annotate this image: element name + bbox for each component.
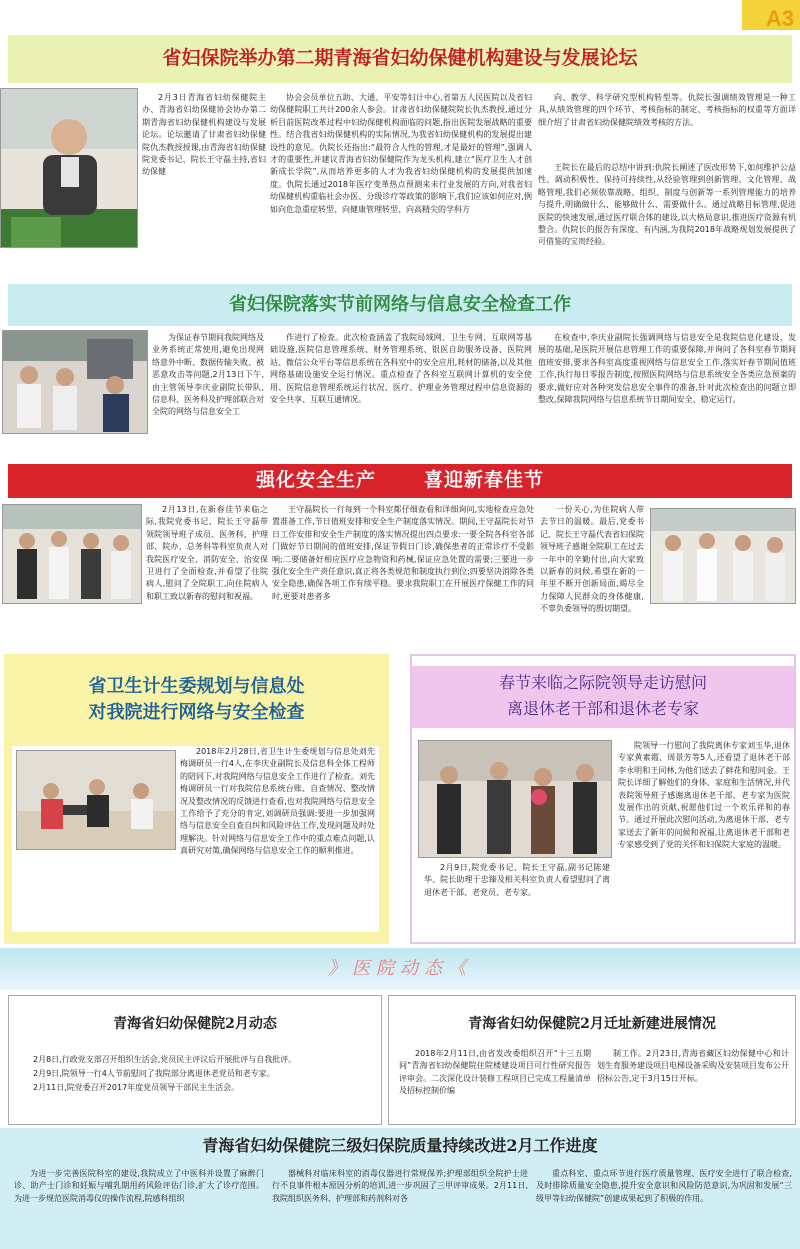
safety-col-1: 2月13日,在新春佳节来临之际,我院党委书记、院长王守磊带领院领导班子成员、医务科、护理部、院办、总务科等科室负责人对我院医疗安全、消防安全、治安保卫进行了全面检查,并看望了住院病人,慰问了全院职工,向住院病人和职工致以新春的慰问和祝福。	[146, 505, 268, 601]
forum-col-1: 2月3日青海省妇幼保健院主办、青海省妇幼保健协会协办第二期青海省妇幼保健机构建设与发展论坛。论坛邀请了甘肃省妇幼保健院仇杰教授授课,由青海省妇幼保健院党委书记、院长王守磊主持,省妇幼保健	[142, 93, 266, 177]
provincial-check-title-line-1: 省卫生计生委规划与信息处	[88, 676, 305, 697]
quality-col-3: 重点科室、重点环节进行医疗质量管理、医疗安全进行了联合检查,及时排除质量安全隐患,提升安全意识和风险防范意识,为巩固和发展“三级甲等妇幼保健院”创建成果起到了积极的作用。	[536, 1169, 792, 1203]
relocation-box	[388, 995, 796, 1125]
page-number: A3	[765, 6, 794, 31]
relocation-col-1: 2018年2月11日,由省发改委组织召开“十三五期间”青海省妇幼保健院住院楼建设项目可行性研究报告评审会。二次深化设计装修工程项目已完成工程量清单及招标控制价编	[399, 1049, 591, 1096]
provincial-check-title-line-2: 对我院进行网络与安全检查	[88, 702, 305, 724]
retirees-visit-box	[410, 654, 796, 944]
relocation-col-2: 制工作。2月23日,青海省藏区妇幼保健中心和计划生育服务建设项目电梯设备采购及安装项目发布公开招标公告,定于3月15日开标。	[597, 1049, 789, 1083]
network-inspection-photo	[2, 330, 148, 434]
provincial-check-content	[12, 746, 379, 932]
forum-speaker-photo	[0, 88, 138, 248]
forum-headline: 省妇保院举办第二期青海省妇幼保健机构建设与发展论坛	[8, 35, 792, 83]
hospital-news-section-title: 》医院动态《	[328, 958, 472, 980]
hospital-news-section-bar	[0, 948, 800, 990]
provincial-check-text-wrap	[16, 746, 375, 930]
page-header-bar	[0, 0, 800, 30]
relocation-title: 青海省妇幼保健院2月迁址新建进展情况	[468, 1016, 716, 1032]
safety-inspection-photo	[2, 504, 142, 604]
provincial-check-box	[4, 654, 389, 944]
feb-news-item: 2月11日,院党委召开2017年度党员领导干部民主生活会。	[33, 1083, 240, 1093]
forum-col-3b: 王院长在最后的总结中讲到:仇院长阐述了医改形势下,如何维护公益性、调动积极性、保持可持续性,从经验管理到创新管理、文化管理、战略管理,我们必须依靠战略、组织、制度与创新等一系列管理能力的培养与提升,明确做什么、能够做什么、需要做什么。通过战略目标管理,促进医院的快速发展,通过医疗联合体的建设,以大格局意识,推进医疗资源有机整合。仇院长的报告有深度、有内涵,为我院2018年战略规划发展提供了可借鉴的宝贵经验。	[538, 163, 796, 247]
retirees-title-line-2: 离退休老干部和退休老专家	[506, 698, 699, 718]
feb-news-box	[8, 995, 382, 1125]
quality-col-1: 为进一步完善医院科室的建设,我院成立了中医科并设置了麻醉门诊、助产士门诊和妊娠与哺乳期用药风险评估门诊,扩大了诊疗范围。为进一步规范医院消毒仪的操作流程,院感科组织	[14, 1169, 264, 1203]
quality-col-2: 器械科对临床科室的消毒仪器进行常规保养;护理部组织全院护士进行不良事件根本原因分析的培训,进一步巩固了三甲评审成果。2月11日,我院组织医务科、护理部和药剂科对各	[272, 1169, 528, 1203]
retirees-title-line-1: 春节来临之际院领导走访慰问	[498, 673, 707, 692]
feb-news-item: 2月8日,行政党支部召开组织生活会,党员民主评议后开展批评与自我批评。	[33, 1054, 297, 1064]
network-col-3: 在检查中,李庆业副院长强调网络与信息安全是我院信息化建设、发展的基础,是医院开展信息管理工作的重要保障,并询问了各科室春节期间值班安排,要求各科室高度重视网络与信息安全工作,落实好春节期间值班工作,执行每日零报告制度,按照医院网络与信息系统安全各类应急预案的要求,做好应对各种突发信息安全事件的准备,针对此次检查出的问题立即整改,保障我院网络与信息系统节日期间安全、稳定运行。	[538, 333, 796, 404]
safety-col-2: 王守磊院长一行每到一个科室都仔细查看和详细询问,实地检查应急处置准备工作,节日值班安排和安全生产制度落实情况。期间,王守磊院长对节日工作安排和安全生产制度的落实情况提出四点要求:一要全院各科室各部门做好节日期间的值班安排,保证节假日门诊,确保患者的正常诊疗不受影响;二要储备好相应医疗应急物资和药械,保证应急处置的需要;三要进一步强化安全生产责任意识,真正将各类规范和制度执行到位;四要坚决消除各类安全隐患,确保各项工作有续平稳。要求我院职工在开展医疗保健工作的同时,更要对患者多	[272, 505, 534, 601]
feb-news-list	[9, 1054, 381, 1095]
quality-improvement-box	[0, 1128, 800, 1249]
retirees-caption: 2月9日,院党委书记、院长王守磊,副书记陈建华、院长助理于忠臻及相关科室负责人看望慰问了离退休老干部、老党员、老专家。	[424, 863, 610, 897]
retirees-visit-headline	[412, 666, 794, 728]
retirees-visit-photo	[418, 740, 612, 858]
safety-headline	[8, 464, 792, 498]
forum-col-3a: 向、教学、科学研究型机构转型等。仇院长强调绩效管理是一种工具,从绩效管理的四个环节、考核指标的制定、考核指标的权重等方面详细介绍了甘肃省妇幼保健院绩效考核的方法。	[538, 93, 796, 127]
forum-col-2: 协会会员单位五助、大通、平安等妇计中心,省第五人民医院以及省妇幼保健院职工共计200余人参会。甘肃省妇幼保健院院长仇杰教授,通过分析目前医院改革过程中妇幼保健机构面临的问题,指出医院发展战略的重要性。结合我省妇幼保健机构的实际情况,为我省妇幼保健机构的发展提出建设性的意见。仇院长还指出:“最符合人性的管理,才是最好的管理”,强调人才的重要性,并建议青海省妇幼保健院作为龙头机构,建立“医疗卫生人才创新成长学院”,从而培养更多的人才为我省妇幼保健机构的发展提供加速度。仇院长通过2018年医疗变革热点预测来未行业发展的方向,对我省妇幼保健机构重临社会办医、分级诊疗等政策的影响下,我们应该如何应对,例如向危急重症转型、向健康管理转型、向高精尖的学科方	[270, 93, 532, 214]
network-col-2: 作进行了检查。此次检查涵盖了我院局域网、卫生专网、互联网等基础设施,医院信息管理系统、财务管理系统、银医自助服务设备、医院网站、微信公众平台等信息系统在各科室中的安全应用,耗材的储备,以及其他网络基础设施安全运行情况。重点检查了各科室互联网计算机的安全使用、医院信息管理系统运行状况、医疗、护理业务管理过程中信息资源的安全共享、互联互通情况。	[270, 333, 532, 404]
safety-ward-photo	[650, 508, 796, 604]
feb-news-title: 青海省妇幼保健院2月动态	[113, 1016, 277, 1032]
safety-col-3: 一份关心,为住院病人带去节日的温暖。最后,党委书记、院长王守磊代表省妇保院领导班子感谢全院职工在过去一年中的辛勤付出,向大家致以新春的问候,希望在新的一年里不断开创新局面,竭尽全力保障人民群众的身体健康,不辜负委领导的殷切期望。	[540, 505, 644, 614]
quality-improvement-title: 青海省妇幼保健院三级妇保院质量持续改进2月工作进度	[202, 1136, 598, 1155]
retirees-text: 院领导一行慰问了我院离休专家刘玉华,退休专家黄素霞、周景芳等5人,还看望了退休老干部李永明和王同林,为他们送去了鲜花和慰问金。王院长详细了解他们的身体、家庭和生活情况,并代表院领导班子感谢离退休老干部、老专家为医院发展作出的贡献,祝愿他们过一个欢乐祥和的春节。通过开展此次慰问活动,为离退休干部、老专家送去了新年的问候和祝福,让离退休老干部和老专家感受到了党的关怀和妇保院大家庭的温暖。	[618, 741, 790, 850]
provincial-check-photo-spacer	[16, 746, 180, 850]
provincial-check-headline	[4, 674, 389, 726]
network-headline: 省妇保院落实节前网络与信息安全检查工作	[8, 284, 792, 326]
provincial-check-text: 2018年2月28日,省卫生计生委规划与信息处刘先梅调研员一行4人,在李庆业副院长及信息科全体工程师的陪同下,对我院网络与信息安全工作进行了检查。刘先梅调研员一行对我院信息系统台账、自查情况、整改情况及整改情况的反馈进行查看,也对我院网络与信息安全工作给予了充分的肯定,刘调研员强调:要进一步加强网络与信息安全自查自纠和风险评估工作,发现问题及时处理解决。针对网络与信息安全工作中的重点难点问题,认真研究对策,确保网络与信息安全工作的顺利推进。	[180, 747, 375, 856]
safety-headline-part-a: 强化安全生产	[255, 469, 376, 492]
safety-headline-part-b: 喜迎新春佳节	[424, 469, 545, 492]
feb-news-item: 2月9日,院领导一行4人节前慰问了我院部分离退休老党员和老专家。	[33, 1069, 275, 1079]
network-col-1: 为保证春节期间我院网络及业务系统正常使用,避免出现网络意外中断、数据传输失败、被恶意攻击等问题,2月13日下午,由主管领导李庆业副院长带队,信息科、医务科及护理部联合对全院的网络与信息安全工	[152, 333, 264, 417]
